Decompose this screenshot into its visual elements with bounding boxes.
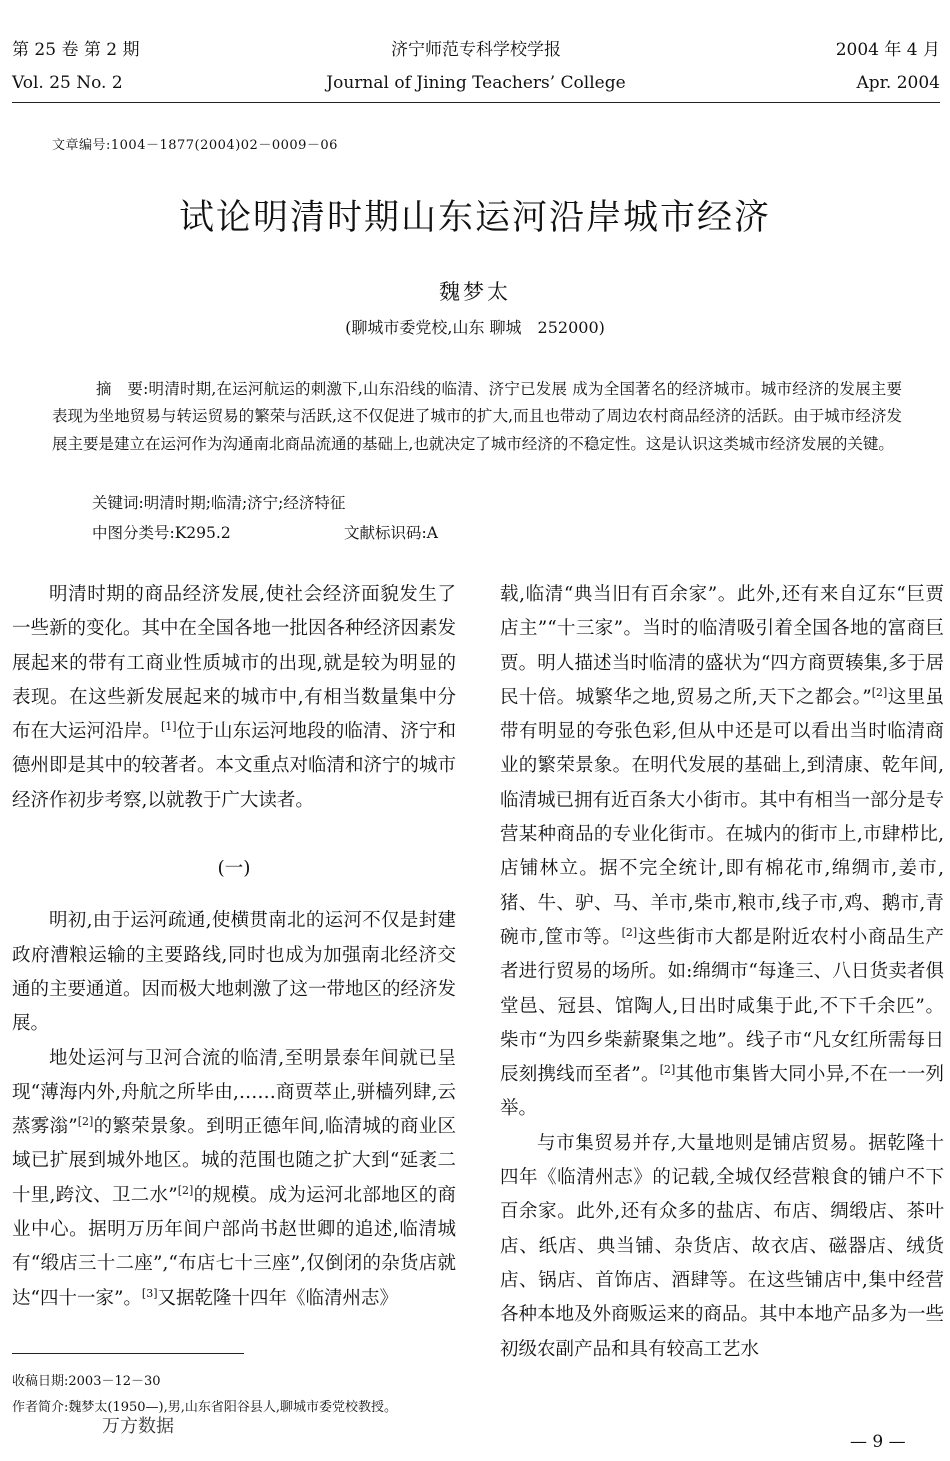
- body-column-right: [500, 578, 944, 1367]
- document-code: 文献标识码:A: [344, 524, 438, 542]
- text-run: 位于山东运河地段的临清、济宁和德州即是其中的较著者。本文重点对临清和济宁的城市经济作初步考察,以就教于广大读者。: [12, 721, 457, 811]
- text-run: 这里虽带有明显的夸张色彩,但从中还是可以看出当时临清商业的繁荣景象。在明代发展的基础上,到清康、乾年间,临清城已拥有近百条大小街市。其中有相当一部分是专营某种商品的专业化街市。在城内的街市上,市肆栉比,店铺林立。据不完全统计,即有棉花市,绵绸市,姜市,猪、牛、驴、马、羊市,柴市,粮市,线子市,鸡、鹅市,青碗市,筐市等。: [500, 686, 945, 948]
- clc-number: 中图分类号:K295.2: [92, 524, 231, 542]
- citation-ref: [2]: [77, 1115, 94, 1128]
- text-run: 地处运河与卫河合流的临清,至明景泰年间就已呈现“薄海内外,舟航之所毕由,……商贾萃止,骈樯列肆,云蒸雾滃”: [12, 1047, 456, 1138]
- body-paragraph: [500, 578, 944, 1127]
- running-header: [12, 34, 940, 100]
- text-run: 又据乾隆十四年《临清州志》: [157, 1287, 399, 1309]
- page-number: — 9 —: [850, 1432, 906, 1452]
- date-cn: 2004 年 4 月: [835, 40, 940, 60]
- body-paragraph: 与市集贸易并存,大量地则是铺店贸易。据乾隆十四年《临清州志》的记载,全城仅经营粮食的铺户不下百余家。此外,还有众多的盐店、布店、绸缎店、茶叶店、纸店、典当铺、杂货店、故衣店、磁器店、绒货店、锅店、首饰店、酒肆等。在这些铺店中,集中经营各种本地及外商贩运来的商品。其中本地产品多为一些初级农副产品和具有较高工艺水: [500, 1132, 945, 1360]
- volume-cn: 第 25 卷 第 2 期: [12, 40, 140, 60]
- citation-ref: [2]: [177, 1183, 194, 1197]
- text-run: 明清时期的商品经济发展,使社会经济面貌发生了一些新的变化。其中在全国各地一批因各种经济因素发展起来的带有工商业性质城市的出现,就是较为明显的表现。在这些新发展起来的城市中,有相当数量集中分布在大运河沿岸。: [12, 584, 457, 743]
- author-bio: 作者简介:魏梦太(1950—),男,山东省阳谷县人,聊城市委党校教授。: [12, 1400, 398, 1415]
- received-date: 收稿日期:2003－12－30: [12, 1374, 161, 1389]
- keywords: 关键词:明清时期;临清;济宁;经济特征: [92, 494, 346, 512]
- text-run: 其他市集皆大同小异,不在一一列举。: [500, 1064, 944, 1120]
- date-en: Apr. 2004: [856, 73, 940, 93]
- author-affiliation: (聊城市委党校,山东 聊城 252000): [345, 318, 605, 337]
- footnote-rule: [12, 1353, 244, 1354]
- text-run: 的规模。成为运河北部地区的商业中心。据明万历年间户部尚书赵世卿的追述,临清城有“缎店三十二座”,“布店七十三座”,仅倒闭的杂货店就达“四十一家”。: [12, 1184, 456, 1309]
- body-paragraph: [12, 1042, 456, 1316]
- volume-en: Vol. 25 No. 2: [12, 73, 123, 93]
- text-run: 载,临清“典当旧有百余家”。此外,还有来自辽东“巨贾店主”“十三家”。当时的临清吸引着全国各地的富商巨贾。明人描述当时临清的盛状为“四方商贾辏集,多于居民十倍。城繁华之地,贸易之所,天下之都会。”: [500, 584, 944, 708]
- body-column-left: [12, 578, 456, 1316]
- watermark: 万方数据: [102, 1416, 174, 1437]
- citation-ref: [1]: [161, 720, 177, 734]
- journal-name-en: Journal of Jining Teachers’ College: [326, 73, 626, 93]
- article-number: 文章编号:1004－1877(2004)02－0009－06: [52, 138, 338, 153]
- abstract-text: 摘 要:明清时期,在运河航运的刺激下,山东沿线的临清、济宁已发展 成为全国著名的经济城市。城市经济的发展主要表现为坐地贸易与转运贸易的繁荣与活跃,这不仅促进了城市的扩大,而且也带动了周边农村商品经济的活跃。由于城市经济发展主要是建立在运河作为沟通南北商品流通的基础上,也就决定了城市经济的不稳定性。这是认识这类城市经济发展的关键。: [52, 380, 902, 453]
- journal-name-cn: 济宁师范专科学校学报: [391, 40, 561, 60]
- section-heading: (一): [217, 858, 251, 880]
- classification-line: [92, 520, 692, 547]
- text-run: 这些街市大都是附近农村小商品生产者进行贸易的场所。如:绵绸市“每逢三、八日货卖者俱堂邑、冠县、馆陶人,日出时咸集于此,不下千余匹”。柴市“为四乡柴薪聚集之地”。线子市“凡女红所需每日辰刻携线而至者”。: [500, 926, 944, 1086]
- abstract: [52, 376, 902, 458]
- citation-ref: [2]: [621, 925, 638, 939]
- citation-ref: [2]: [871, 685, 888, 699]
- body-paragraph: 明初,由于运河疏通,使横贯南北的运河不仅是封建政府漕粮运输的主要路线,同时也成为加强南北经济交通的主要通道。因而极大地刺激了这一带地区的经济发展。: [12, 910, 457, 1035]
- citation-ref: [2]: [659, 1063, 676, 1076]
- header-rule: [12, 102, 940, 103]
- paper-title: 试论明清时期山东运河沿岸城市经济: [178, 198, 771, 238]
- author-name: 魏梦太: [439, 280, 511, 304]
- citation-ref: [3]: [141, 1286, 158, 1300]
- body-paragraph: [12, 578, 456, 818]
- text-run: 的繁荣景象。到明正德年间,临清城的商业区域已扩展到城外地区。城的范围也随之扩大到“延袤二十里,跨汶、卫二水”: [12, 1116, 456, 1206]
